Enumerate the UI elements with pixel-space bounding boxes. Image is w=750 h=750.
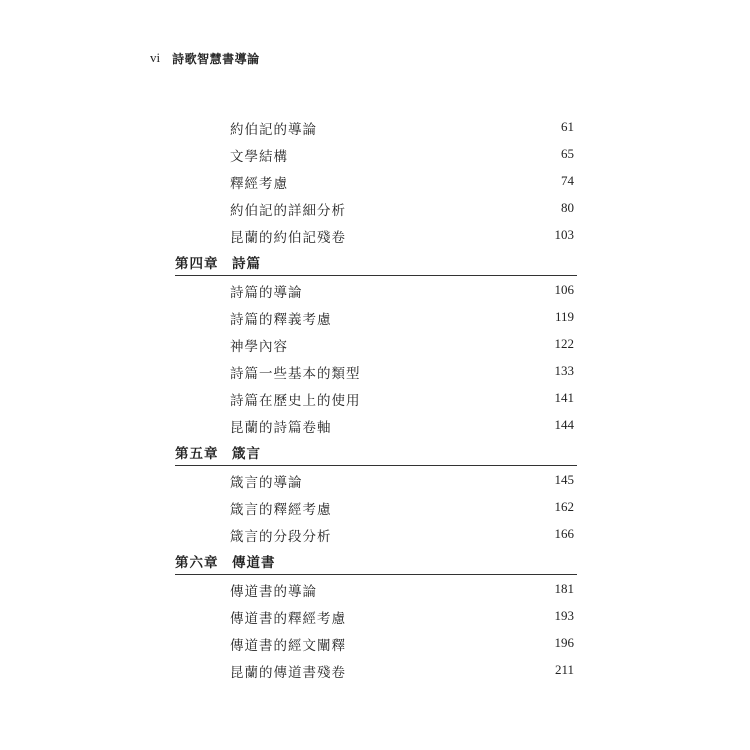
toc-entry-title: 傳道書的釋經考慮 (230, 611, 346, 627)
toc-entry[interactable] (175, 493, 577, 520)
toc-entry[interactable] (175, 276, 577, 303)
toc-entry[interactable] (175, 629, 577, 656)
toc-entry-title: 傳道書的導論 (230, 584, 317, 600)
toc-entry-page: 141 (554, 390, 574, 405)
toc-entry[interactable] (175, 575, 577, 602)
toc-entry-title: 箴言的分段分析 (230, 529, 332, 545)
running-head (150, 47, 260, 69)
toc-entry-page: 106 (554, 282, 574, 297)
toc-entry[interactable] (175, 194, 577, 221)
toc-entry-title: 箴言的釋經考慮 (230, 502, 332, 518)
chapter-heading (175, 248, 577, 276)
toc-entry-title: 文學結構 (230, 149, 288, 165)
toc-entry-page: 80 (561, 200, 574, 215)
toc-entry-title: 傳道書的經文闡釋 (230, 638, 346, 654)
page-number: vi (150, 50, 161, 65)
toc-entry-title: 箴言的導論 (230, 475, 303, 491)
toc-entry-page: 181 (554, 581, 574, 596)
chapter-number: 第五章 (175, 446, 219, 462)
toc-entry-page: 162 (554, 499, 574, 514)
chapter-title: 詩篇 (232, 256, 261, 272)
toc-entry[interactable] (175, 384, 577, 411)
toc-entry[interactable] (175, 656, 577, 683)
toc-entry-title: 昆蘭的詩篇卷軸 (230, 420, 332, 436)
chapter-number: 第六章 (175, 555, 219, 571)
toc-entry-page: 61 (561, 119, 574, 134)
toc-entry[interactable] (175, 520, 577, 547)
toc-entry-page: 145 (554, 472, 574, 487)
chapter-heading (175, 547, 577, 575)
chapter-heading (175, 438, 577, 466)
toc-entry-title: 詩篇的導論 (230, 285, 303, 301)
toc-entry-title: 詩篇的釋義考慮 (230, 312, 332, 328)
toc-entry-page: 133 (554, 363, 574, 378)
toc-entry-page: 122 (554, 336, 574, 351)
toc-entry[interactable] (175, 411, 577, 438)
toc-entry[interactable] (175, 602, 577, 629)
toc-entry-page: 103 (554, 227, 574, 242)
toc-entry-page: 166 (554, 526, 574, 541)
table-of-contents (175, 113, 577, 683)
toc-entry[interactable] (175, 303, 577, 330)
toc-entry-title: 約伯記的導論 (230, 122, 317, 138)
chapter-title: 傳道書 (232, 555, 276, 571)
toc-entry[interactable] (175, 113, 577, 140)
toc-entry[interactable] (175, 140, 577, 167)
toc-entry-title: 約伯記的詳細分析 (230, 203, 346, 219)
toc-entry-title: 昆蘭的傳道書殘卷 (230, 665, 346, 681)
toc-entry-page: 193 (554, 608, 574, 623)
toc-entry[interactable] (175, 466, 577, 493)
toc-entry-title: 釋經考慮 (230, 176, 288, 192)
toc-entry[interactable] (175, 357, 577, 384)
toc-entry-page: 65 (561, 146, 574, 161)
toc-entry-title: 詩篇一些基本的類型 (230, 366, 361, 382)
toc-entry-page: 144 (554, 417, 574, 432)
chapter-title: 箴言 (232, 446, 261, 462)
chapter-number: 第四章 (175, 256, 219, 272)
toc-entry-page: 211 (554, 662, 574, 677)
toc-entry-title: 神學內容 (230, 339, 288, 355)
toc-entry[interactable] (175, 221, 577, 248)
toc-entry[interactable] (175, 167, 577, 194)
toc-entry-title: 詩篇在歷史上的使用 (230, 393, 361, 409)
book-title: 詩歌智慧書導論 (172, 51, 260, 66)
toc-entry[interactable] (175, 330, 577, 357)
toc-entry-page: 196 (554, 635, 574, 650)
toc-entry-page: 119 (554, 309, 574, 324)
toc-entry-title: 昆蘭的約伯記殘卷 (230, 230, 346, 246)
toc-entry-page: 74 (561, 173, 574, 188)
